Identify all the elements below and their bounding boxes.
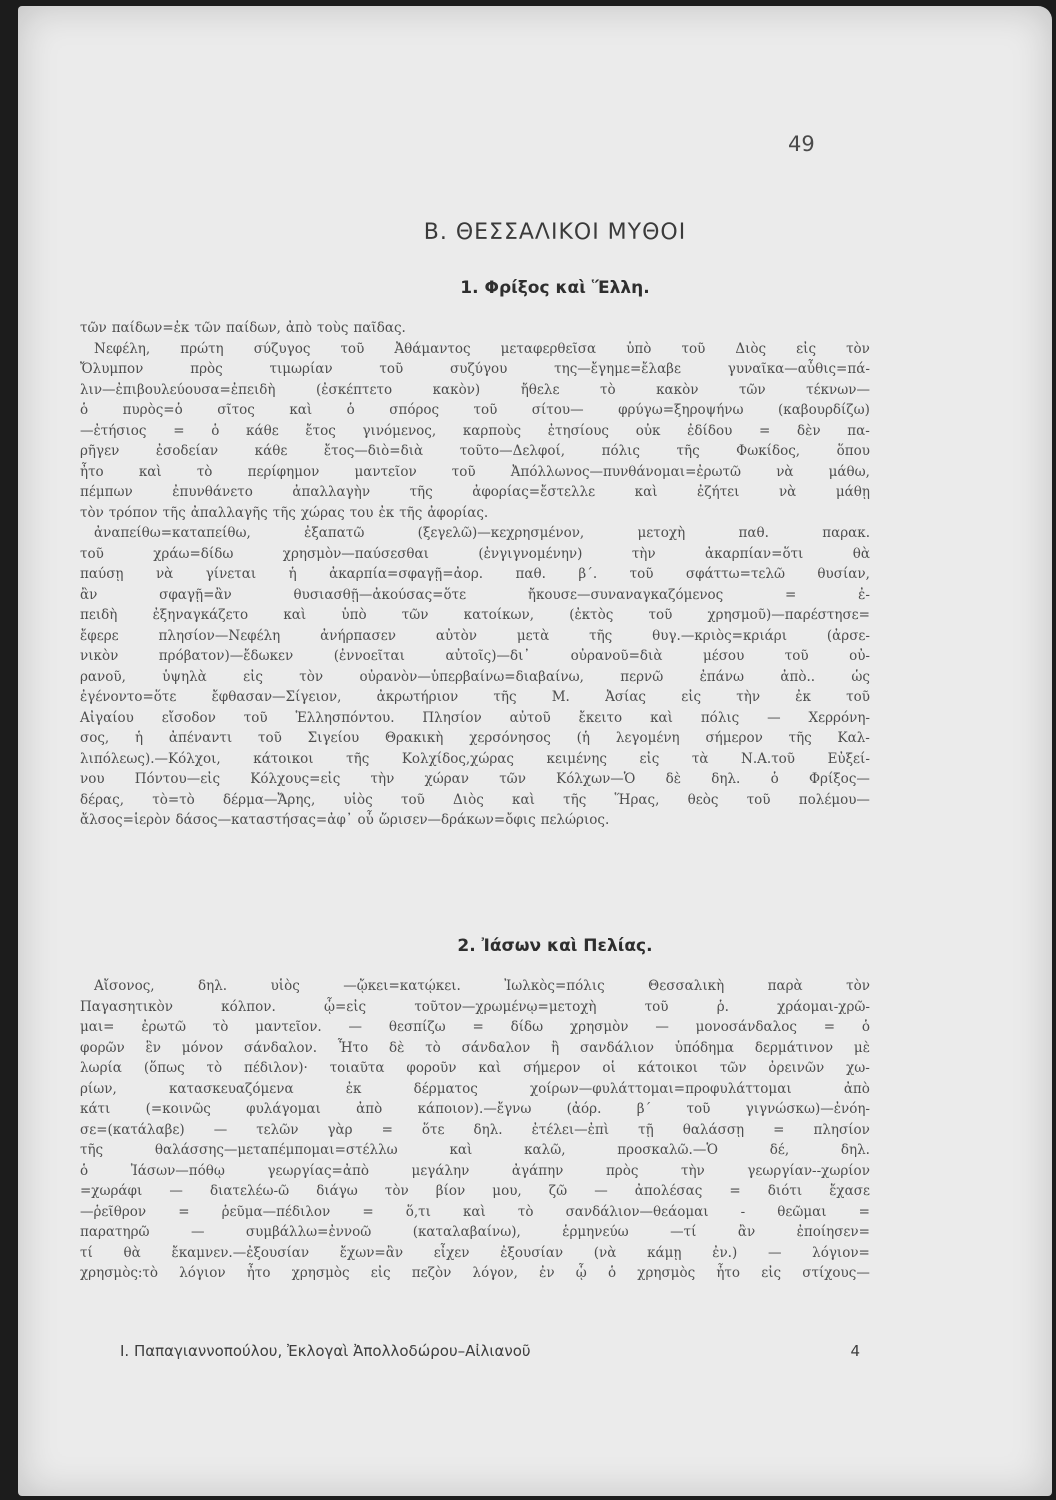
text-line: τῶν παίδων=ἐκ τῶν παίδων, ἀπὸ τοὺς παῖδας.: [80, 320, 406, 336]
text-line: ἐγένοντο=ὅτε ἔφθασαν—Σίγειον, ἀκρωτήριον τῆς Μ. Ἀσίας εἰς τὴν ἐκ τοῦ: [80, 689, 870, 705]
text-line: τὸν τρόπον τῆς ἀπαλλαγῆς τῆς χώρας του ἐκ τῆς ἀφορίας.: [80, 504, 489, 521]
footer-book-title: Ι. Παπαγιαννοπούλου, Ἐκλογαὶ Ἀπολλοδώρου–Αἰλιανοῦ: [120, 1342, 531, 1360]
text-line: ὁ Ἰάσων—πόθῳ γεωργίας=ἀπὸ μεγάλην ἀγάπην πρὸς τὴν γεωργίαν--χωρίον: [80, 1162, 870, 1179]
footer-signature-number: 4: [850, 1342, 860, 1360]
text-line: πειδὴ ἐξηναγκάζετο καὶ ὑπὸ τῶν κατοίκων, (ἐκτὸς τοῦ χρησμοῦ)—παρέστησε=: [80, 607, 870, 623]
text-line: χρησμὸς:τὸ λόγιον ἦτο χρησμὸς εἰς πεζὸν λόγον, ἐν ᾧ ὁ χρησμὸς ἦτο εἰς στίχους—: [80, 1265, 870, 1281]
text-line: =χωράφι — διατελέω-ῶ διάγω τὸν βίον μου, ζῶ — ἀπολέσας = διότι ἔχασε: [80, 1183, 870, 1199]
text-line: ἦτο καὶ τὸ περίφημον μαντεῖον τοῦ Ἀπόλλωνος—πυνθάνομαι=ἐρωτῶ νὰ μάθω,: [80, 463, 870, 480]
text-line: τοῦ χράω=δίδω χρησμὸν—παύσεσθαι (ἐνγιγνομένην) τὴν ἀκαρπίαν=ὅτι θὰ: [80, 545, 870, 562]
text-line: μαι= ἐρωτῶ τὸ μαντεῖον. — θεσπίζω = δίδω χρησμὸν — μονοσάνδαλος = ὁ: [80, 1019, 870, 1035]
text-line: ἀναπείθω=καταπείθω, ἐξαπατῶ (ξεγελῶ)—κεχρησμένον, μετοχὴ παθ. παρακ.: [94, 525, 870, 541]
page-footer: [120, 1342, 860, 1360]
text-line: ἂν σφαγῇ=ἂν θυσιασθῇ—ἀκούσας=ὅτε ἤκουσε—συναναγκαζόμενος = ἐ-: [80, 586, 870, 603]
text-line: σος, ἡ ἀπέναντι τοῦ Σιγείου Θρακικὴ χερσόνησος (ἡ λεγομένη σήμερον τῆς Καλ-: [80, 730, 870, 746]
text-line: σε=(κατάλαβε) — τελῶν γὰρ = ὅτε δηλ. ἐτέλει—ἐπὶ τῇ θαλάσσῃ = πλησίον: [80, 1121, 870, 1138]
text-line: λιπόλεως).—Κόλχοι, κάτοικοι τῆς Κολχίδος,χώρας κειμένης εἰς τὰ Ν.Α.τοῦ Εὐξεί-: [80, 750, 870, 767]
text-line: παρατηρῶ — συμβάλλω=ἐννοῶ (καταλαβαίνω), ἑρμηνεύω —τί ἂν ἐποίησεν=: [80, 1224, 870, 1240]
book-page: [18, 6, 1052, 1496]
text-line: πέμπων ἐπυνθάνετο ἀπαλλαγὴν τῆς ἀφορίας=ἔστελλε καὶ ἐζήτει νὰ μάθῃ: [80, 484, 870, 500]
section-1-body: [80, 318, 870, 831]
text-line: τί θὰ ἔκαμνεν.—ἐξουσίαν ἔχων=ἂν εἶχεν ἐξουσίαν (νὰ κάμῃ ἐν.) — λόγιον=: [80, 1244, 870, 1261]
text-line: λιν—ἐπιβουλεύουσα=ἐπειδὴ (ἐσκέπτετο κακὸν) ἤθελε τὸ κακὸν τῶν τέκνων—: [80, 381, 870, 398]
text-line: —ἐτήσιος = ὁ κάθε ἔτος γινόμενος, καρποὺς ἐτησίους οὐκ ἐδίδου = δὲν πα-: [80, 422, 870, 439]
section-2-title: 2. Ἰάσων καὶ Πελίας.: [457, 936, 653, 956]
page-number: 49: [788, 132, 815, 156]
text-line: τῆς θαλάσσης—μεταπέμπομαι=στέλλω καὶ καλῶ, προσκαλῶ.—Ὁ δέ, δηλ.: [80, 1142, 870, 1158]
text-line: Παγασητικὸν κόλπον. ᾧ=εἰς τοῦτον—χρωμένῳ=μετοχὴ τοῦ ῥ. χράομαι-χρῶ-: [80, 998, 870, 1015]
text-line: Αἰγαίου εἴσοδον τοῦ Ἑλλησπόντου. Πλησίον αὐτοῦ ἔκειτο καὶ πόλις — Χερρόνη-: [80, 709, 870, 726]
section-1-title: 1. Φρίξος καὶ Ἕλλη.: [460, 278, 650, 298]
text-line: ρίων, κατασκευαζόμενα ἐκ δέρματος χοίρων—φυλάττομαι=προφυλάττομαι ἀπὸ: [80, 1080, 870, 1097]
text-line: παύσῃ νὰ γίνεται ἡ ἀκαρπία=σφαγῇ=ἀορ. παθ. β΄. τοῦ σφάττω=τελῶ θυσίαν,: [80, 566, 870, 582]
text-line: ρῆγεν ἐσοδείαν κάθε ἔτος—διὸ=διὰ τοῦτο—Δελφοί, πόλις τῆς Φωκίδος, ὅπου: [80, 443, 870, 459]
text-line: φορῶν ἓν μόνον σάνδαλον. Ἦτο δὲ τὸ σάνδαλον ἢ σανδάλιον ὑπόδημα δερμάτινον μὲ: [80, 1039, 870, 1056]
text-line: Αἴσονος, δηλ. υἱὸς —ᾤκει=κατῴκει. Ἰωλκὸς=πόλις Θεσσαλικὴ παρὰ τὸν: [94, 978, 870, 994]
text-line: ρανοῦ, ὑψηλὰ εἰς τὸν οὐρανὸν—ὑπερβαίνω=διαβαίνω, περνῶ ἐπάνω ἀπὸ.. ὡς: [80, 668, 870, 685]
text-line: λωρία (ὅπως τὸ πέδιλον)· τοιαῦτα φοροῦν καὶ σήμερον οἱ κάτοικοι τῶν ὀρεινῶν χω-: [80, 1060, 870, 1076]
text-line: νικὸν πρόβατον)—ἔδωκεν (ἐννοεῖται αὐτοῖς)—δι᾽ οὐρανοῦ=διὰ μέσου τοῦ οὐ-: [80, 648, 870, 664]
text-line: —ῥεῖθρον = ῥεῦμα—πέδιλον = ὅ,τι καὶ τὸ σανδάλιον—θεάομαι - θεῶμαι =: [80, 1203, 870, 1220]
text-line: ἄλσος=ἱερὸν δάσος—καταστήσας=ἀφ᾽ οὗ ὥρισεν—δράκων=ὄφις πελώριος.: [80, 812, 610, 828]
text-line: νου Πόντου—εἰς Κόλχους=εἰς τὴν χώραν τῶν Κόλχων—Ὁ δὲ δηλ. ὁ Φρίξος—: [80, 771, 870, 787]
text-line: δέρας, τὸ=τὸ δέρμα—Ἄρης, υἱὸς τοῦ Διὸς καὶ τῆς Ἥρας, θεὸς τοῦ πολέμου—: [80, 791, 870, 808]
text-line: κάτι (=κοινῶς φυλάγομαι ἀπὸ κάποιον).—ἔγνω (ἀόρ. β΄ τοῦ γιγνώσκω)—ἐνόη-: [80, 1101, 870, 1117]
text-line: ἔφερε πλησίον—Νεφέλη ἀνήρπασεν αὐτὸν μετὰ τῆς θυγ.—κριὸς=κριάρι (ἀρσε-: [80, 627, 870, 644]
text-line: ὁ πυρὸς=ὁ σῖτος καὶ ὁ σπόρος τοῦ σίτου— φρύγω=ξηροψήνω (καβουρδίζω): [80, 402, 870, 418]
section-2-body: [80, 976, 870, 1284]
part-title: Β. ΘΕΣΣΑΛΙΚΟΙ ΜΥΘΟΙ: [423, 220, 687, 245]
text-line: Νεφέλη, πρώτη σύζυγος τοῦ Ἀθάμαντος μεταφερθεῖσα ὑπὸ τοῦ Διὸς εἰς τὸν: [94, 340, 870, 357]
text-line: Ὄλυμπον πρὸς τιμωρίαν τοῦ συζύγου της—ἔγημε=ἔλαβε γυναῖκα—αὖθις=πά-: [80, 361, 870, 377]
